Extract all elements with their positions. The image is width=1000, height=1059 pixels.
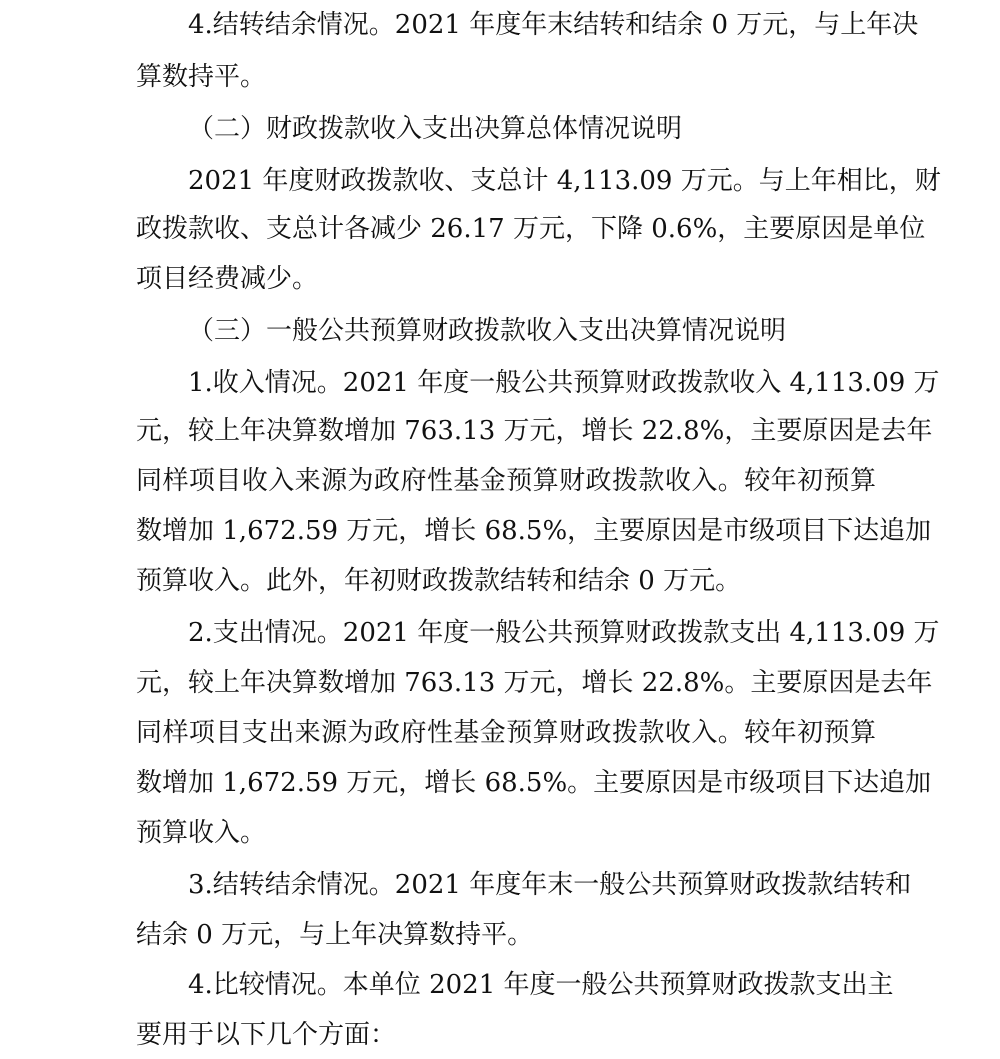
paragraph-line-expense-4: 数增加 1,672.59 万元，增长 68.5%。主要原因是市级项目下达追加 — [136, 768, 932, 798]
paragraph-line-carryover-1: 4.结转结余情况。2021 年度年末结转和结余 0 万元，与上年决 — [188, 10, 919, 40]
paragraph-line-balance-2: 结余 0 万元，与上年决算数持平。 — [136, 920, 534, 950]
paragraph-line-income-5: 预算收入。此外，年初财政拨款结转和结余 0 万元。 — [136, 566, 742, 596]
paragraph-line-income-2: 元，较上年决算数增加 763.13 万元，增长 22.8%，主要原因是去年 — [136, 416, 933, 446]
paragraph-line-expense-2: 元，较上年决算数增加 763.13 万元，增长 22.8%。主要原因是去年 — [136, 668, 933, 698]
paragraph-line-comparison-1: 4.比较情况。本单位 2021 年度一般公共预算财政拨款支出主 — [188, 970, 894, 1000]
paragraph-line-summary-1: 2021 年度财政拨款收、支总计 4,113.09 万元。与上年相比，财 — [188, 166, 941, 196]
paragraph-line-comparison-2: 要用于以下几个方面： — [136, 1020, 397, 1050]
paragraph-line-income-3: 同样项目收入来源为政府性基金预算财政拨款收入。较年初预算 — [136, 466, 876, 496]
section-heading-3: （三）一般公共预算财政拨款收入支出决算情况说明 — [188, 316, 787, 346]
paragraph-line-expense-3: 同样项目支出来源为政府性基金预算财政拨款收入。较年初预算 — [136, 718, 876, 748]
paragraph-line-summary-3: 项目经费减少。 — [136, 264, 319, 294]
paragraph-line-expense-5: 预算收入。 — [136, 818, 267, 848]
paragraph-line-balance-1: 3.结转结余情况。2021 年度年末一般公共预算财政拨款结转和 — [188, 870, 912, 900]
section-heading-2: （二）财政拨款收入支出决算总体情况说明 — [188, 114, 683, 144]
paragraph-line-expense-1: 2.支出情况。2021 年度一般公共预算财政拨款支出 4,113.09 万 — [188, 618, 940, 648]
paragraph-line-summary-2: 政拨款收、支总计各减少 26.17 万元，下降 0.6%，主要原因是单位 — [136, 214, 926, 244]
paragraph-line-income-1: 1.收入情况。2021 年度一般公共预算财政拨款收入 4,113.09 万 — [188, 368, 940, 398]
paragraph-line-carryover-2: 算数持平。 — [136, 62, 267, 92]
paragraph-line-income-4: 数增加 1,672.59 万元，增长 68.5%，主要原因是市级项目下达追加 — [136, 516, 932, 546]
